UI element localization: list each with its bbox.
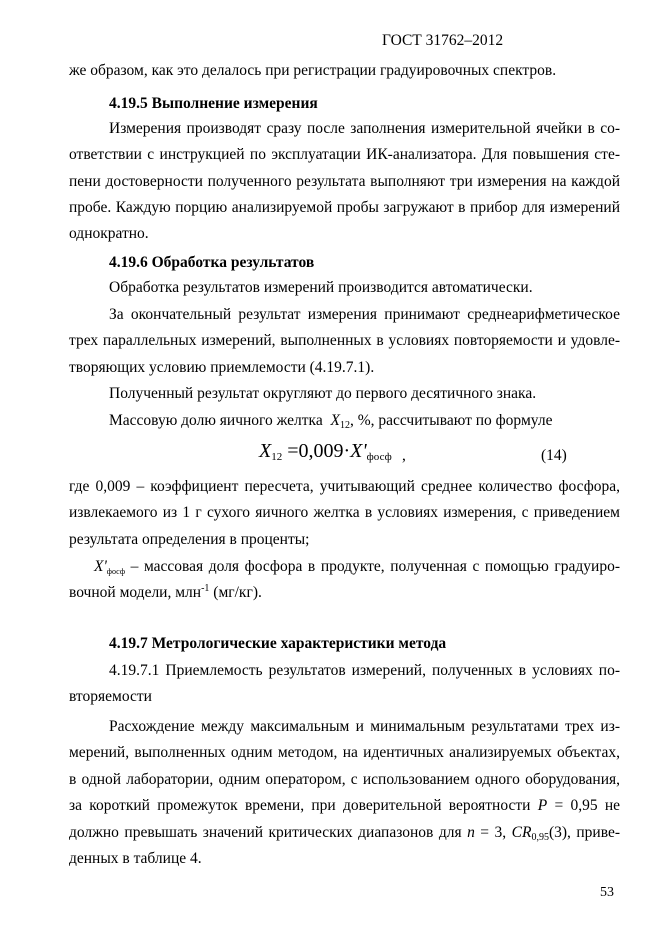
text-line: же образом, как это делалось при регистрации градуировочных спектров. xyxy=(69,62,557,79)
text-line: извлекаемого из 1 г сухого яичного желтка в условиях измерения, с приведением xyxy=(69,504,620,521)
text-line: вторяемости xyxy=(69,688,152,705)
text-line: Измерения производят сразу после заполнения измерительной ячейки в со- xyxy=(109,120,620,137)
text-line: однократно. xyxy=(69,225,149,242)
text-line: 4.19.7.1 Приемлемость результатов измерений, полученных в условиях по- xyxy=(109,662,620,679)
section-heading-4-19-5: 4.19.5 Выполнение измерения xyxy=(109,95,318,112)
formula-comma: , xyxy=(402,447,406,464)
section-heading-4-19-6: 4.19.6 Обработка результатов xyxy=(109,254,315,271)
text-line: Обработка результатов измерений производится автоматически. xyxy=(109,279,533,296)
formula-number: (14) xyxy=(541,447,567,464)
page-number: 53 xyxy=(600,885,614,900)
text-line: денных в таблице 4. xyxy=(69,850,202,867)
text-line: За окончательный результат измерения принимают среднеарифметическое xyxy=(109,306,620,323)
text-line: пени достоверности полученного результата выполняют три измерения на каждой xyxy=(69,173,620,190)
text-line-formula-intro: Массовую долю яичного желтка $X_{12}$, %, рассчитывают по формуле xyxy=(109,412,553,431)
text-line-variable-definition: $X'_{фосф}$ – массовая доля фосфора в продукте, полученная с помощью градуиро- xyxy=(94,558,620,576)
text-line: мерений, выполненных одним методом, на идентичных анализируемых объектах, xyxy=(69,744,620,761)
formula-14: $X_{12} =0,009\cdot X'_{фосф}$ xyxy=(259,440,392,463)
text-line: результата определения в проценты; xyxy=(69,531,310,548)
text-line: Полученный результат округляют до первого десятичного знака. xyxy=(109,385,537,402)
text-line: должно превышать значений критических диапазонов для n = 3, $CR_{0,95}(3)$, приве- xyxy=(69,824,620,843)
text-line: в одной лаборатории, одним оператором, с использованием одного оборудования, xyxy=(69,771,620,788)
text-line: пробе. Каждую порцию анализируемой пробы загружают в прибор для измерений xyxy=(69,199,620,216)
section-heading-4-19-7: 4.19.7 Метрологические характеристики метода xyxy=(109,635,447,652)
text-line: Расхождение между максимальным и минимальным результатами трех из- xyxy=(109,718,620,735)
text-line: вочной модели, млн$^{-1}$ (мг/кг). xyxy=(69,583,262,601)
text-line: где 0,009 – коэффициент пересчета, учитывающий среднее количество фосфора, xyxy=(69,478,620,495)
text-line: творяющих условию приемлемости (4.19.7.1). xyxy=(69,359,375,376)
text-line: за короткий промежуток времени, при доверительной вероятности P = 0,95 не xyxy=(69,797,621,814)
standard-header: ГОСТ 31762–2012 xyxy=(382,32,504,49)
text-line: трех параллельных измерений, выполненных в условиях повторяемости и удовле- xyxy=(69,332,620,349)
text-line: ответствии с инструкцией по эксплуатации ИК-анализатора. Для повышения сте- xyxy=(69,146,620,163)
